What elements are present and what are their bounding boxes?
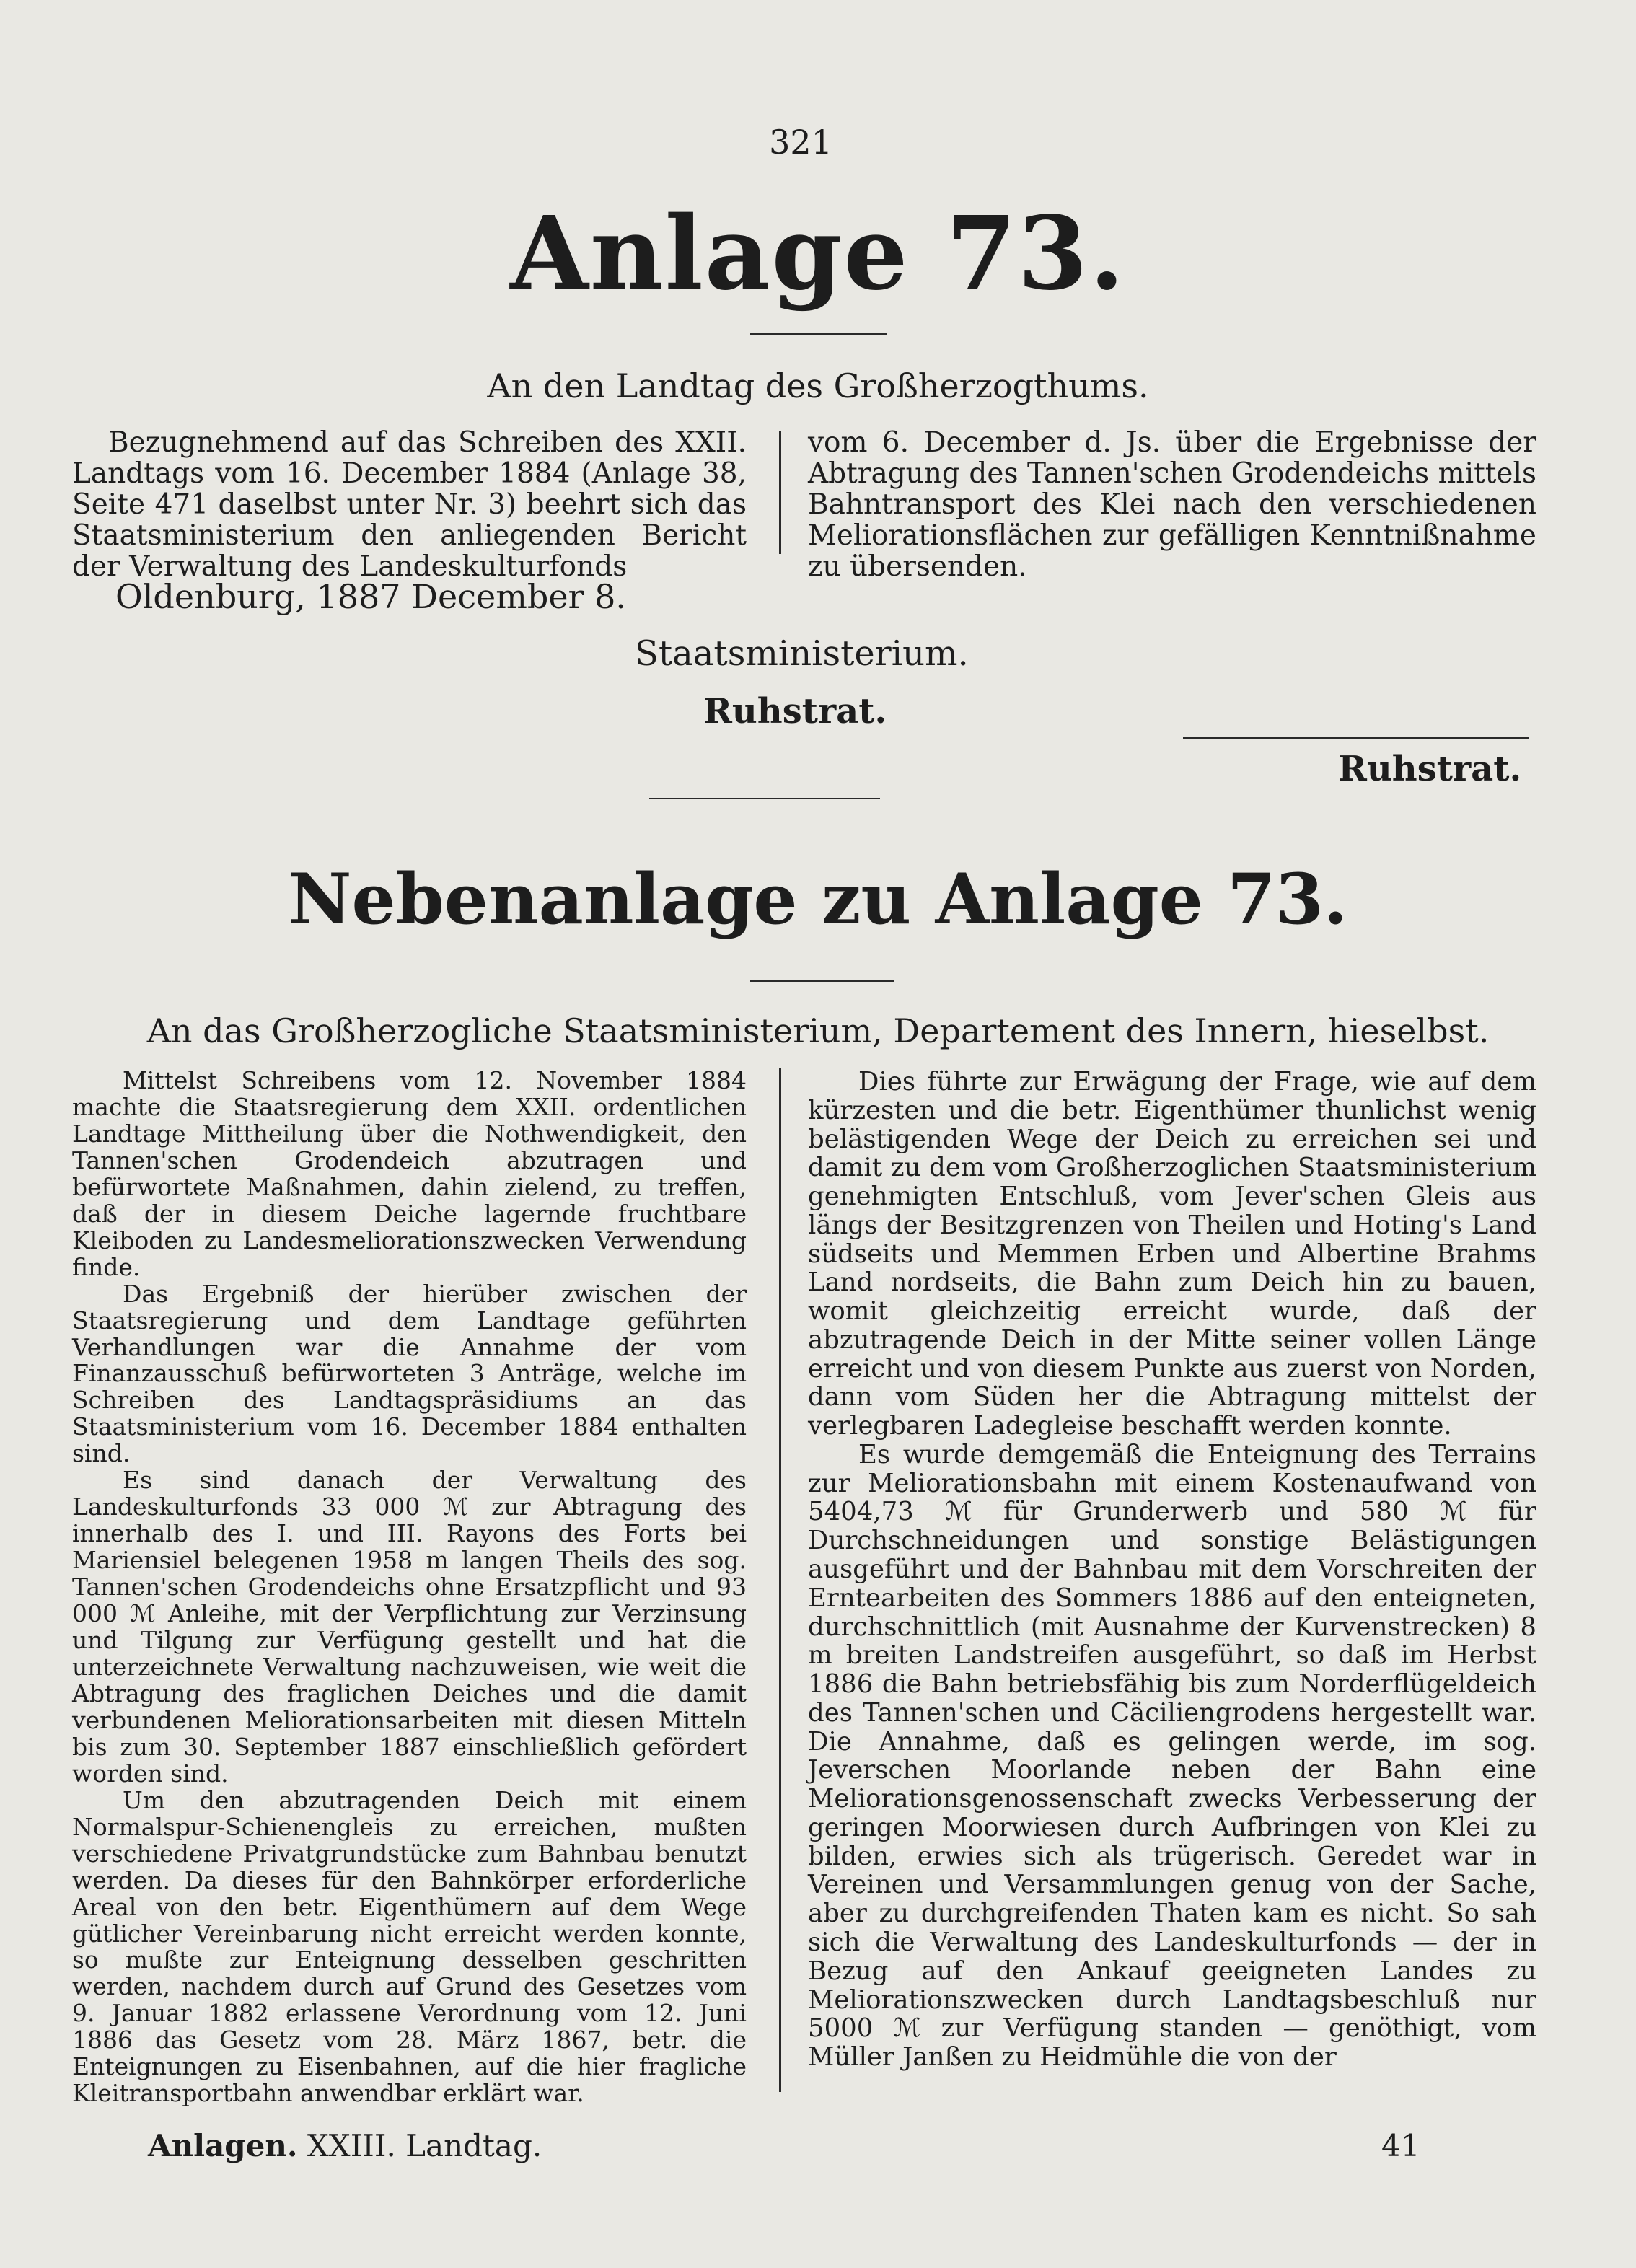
footer-landtag: XXIII. Landtag. — [307, 2128, 542, 2163]
ministry-label: Staatsministerium. — [635, 633, 969, 674]
body-column-separator — [779, 1068, 781, 2092]
body-left-column — [72, 1068, 747, 2107]
footer-sheet-number: 41 — [1381, 2128, 1420, 2163]
right-paragraph-2: Es wurde demgemäß die Enteignung des Terrains zur Meliorationsbahn mit einem Kostenaufwand von 5404,73 ℳ für Grunderwerb und 580 ℳ für Durchschneidungen und sonstige Belästigungen ausgeführt und der Bahnbau mit dem Vorschreiten der Erntearbeiten des Sommers 1886 auf den enteigneten, durchschnittlich (mit Ausnahme der Kurvenstrecken) 8 m breiten Landstreifen ausgeführt, so daß im Herbst 1886 die Bahn betriebsfähig bis zum Norderflügeldeich des Tannen'schen und Cäciliengrodens hergestellt war. Die Annahme, daß es gelingen werde, im sog. Jeverschen Moorlande neben der Bahn eine Meliorationsgenossenschaft zwecks Verbesserung der geringen Moorwiesen durch Aufbringen von Klei zu bilden, erwies sich als trügerisch. Geredet war in Vereinen und Versammlungen genug von der Sache, aber zu durchgreifenden Thaten kam es nicht. So sah sich die Verwaltung des Landeskulturfonds — der in Bezug auf den Ankauf geeigneten Landes zu Meliorationszwecken durch Landtagsbeschluß nur 5000 ℳ zur Verfügung standen — genöthigt, vom Müller Janßen zu Heidmühle die von der — [808, 1439, 1536, 2073]
left-paragraph-2: Das Ergebniß der hierüber zwischen der Staatsregierung und dem Landtage geführten Verhandlungen war die Annahme der vom Finanzausschuß befürworteten 3 Anträge, welche im Schreiben des Landtagspräsidiums an das Staatsministerium vom 16. December 1884 enthalten sind. — [72, 1279, 747, 1468]
signature-center: Ruhstrat. — [703, 691, 887, 731]
intro-left-column — [72, 427, 747, 582]
nebenanlage-title: Nebenanlage zu Anlage 73. — [288, 858, 1348, 940]
nebenanlage-address: An das Großherzogliche Staatsministerium, Departement des Innern, hieselbst. — [146, 1011, 1490, 1050]
signature-rule-right — [1183, 737, 1529, 739]
intro-left-text: Bezugnehmend auf das Schreiben des XXII. Landtags vom 16. December 1884 (Anlage 38, Seite 471 daselbst unter Nr. 3) beehrt sich das Staatsministerium den anliegenden Bericht der Verwaltung des Landeskulturfonds — [72, 426, 747, 583]
intro-column-separator — [779, 431, 781, 554]
place-date: Oldenburg, 1887 December 8. — [115, 577, 627, 616]
left-paragraph-4: Um den abzutragenden Deich mit einem Normalspur-Schienengleis zu erreichen, mußten verschiedene Privatgrundstücke zum Bahnbau benutzt werden. Da dieses für den Bahnkörper erforderliche Areal von den betr. Eigenthümern auf dem Wege gütlicher Vereinbarung nicht erreicht werden konnte, so mußte zur Enteignung desselben geschritten werden, nachdem durch auf Grund des Gesetzes vom 9. Januar 1882 erlassene Verordnung vom 12. Juni 1886 das Gesetz vom 28. März 1867, betr. die Enteignungen zu Eisenbahnen, auf die hier fragliche Kleitransportbahn anwendbar erklärt war. — [72, 1785, 747, 2108]
signature-right: Ruhstrat. — [1338, 749, 1522, 789]
section-rule — [649, 798, 880, 799]
left-paragraph-3: Es sind danach der Verwaltung des Landeskulturfonds 33 000 ℳ zur Abtragung des innerhalb des I. und III. Rayons des Forts bei Mariensiel belegenen 1958 m langen Theils des sog. Tannen'schen Grodendeichs ohne Ersatzpflicht und 93 000 ℳ Anleihe, mit der Verpflichtung zur Verzinsung und Tilgung zur Verfügung gestellt und hat die unterzeichnete Verwaltung nachzuweisen, wie weit die Abtragung des fraglichen Deiches und die damit verbundenen Meliorationsarbeiten mit diesen Mitteln bis zum 30. September 1887 einschließlich gefördert worden sind. — [72, 1466, 747, 1788]
page-number: 321 — [769, 123, 832, 162]
title-rule — [750, 333, 887, 335]
footer-anlagen: Anlagen. — [148, 2128, 298, 2163]
intro-right-text: vom 6. December d. Js. über die Ergebnisse der Abtragung des Tannen'schen Grodendeichs mittels Bahntransport des Klei nach den verschiedenen Meliorationsflächen zur gefälligen Kenntnißnahme zu übersenden. — [808, 426, 1536, 583]
body-right-column — [808, 1068, 1536, 2072]
nebenanlage-rule — [750, 980, 894, 982]
intro-right-column — [808, 427, 1536, 582]
address-heading: An den Landtag des Großherzogthums. — [487, 366, 1149, 405]
right-paragraph-1: Dies führte zur Erwägung der Frage, wie auf dem kürzesten und die betr. Eigenthümer thunlichst wenig belästigenden Wege der Deich zu erreichen sei und damit zu dem vom Großherzoglichen Staatsministerium genehmigten Entschluß, vom Jever'schen Gleis aus längs der Besitzgrenzen von Theilen und Hoting's Land südseits und Memmen Erben und Albertine Brahms Land nordseits, die Bahn zum Deich hin zu bauen, womit gleichzeitig erreicht wurde, daß der abzutragende Deich in der Mitte seiner vollen Länge erreicht und von diesem Punkte aus zuerst von Norden, dann vom Süden her die Abtragung mittelst der verlegbaren Ladegleise beschafft werden konnte. — [808, 1067, 1536, 1441]
left-paragraph-1: Mittelst Schreibens vom 12. November 1884 machte die Staatsregierung dem XXII. ordentlichen Landtage Mittheilung über die Nothwendigkeit, den Tannen'schen Grodendeich abzutragen und befürwortete Maßnahmen, dahin zielend, zu treffen, daß der in diesem Deiche lagernde fruchtbare Kleiboden zu Landesmeliorationszwecken Verwendung finde. — [72, 1066, 747, 1281]
anlage-title: Anlage 73. — [510, 195, 1126, 313]
footer-left — [148, 2128, 542, 2163]
